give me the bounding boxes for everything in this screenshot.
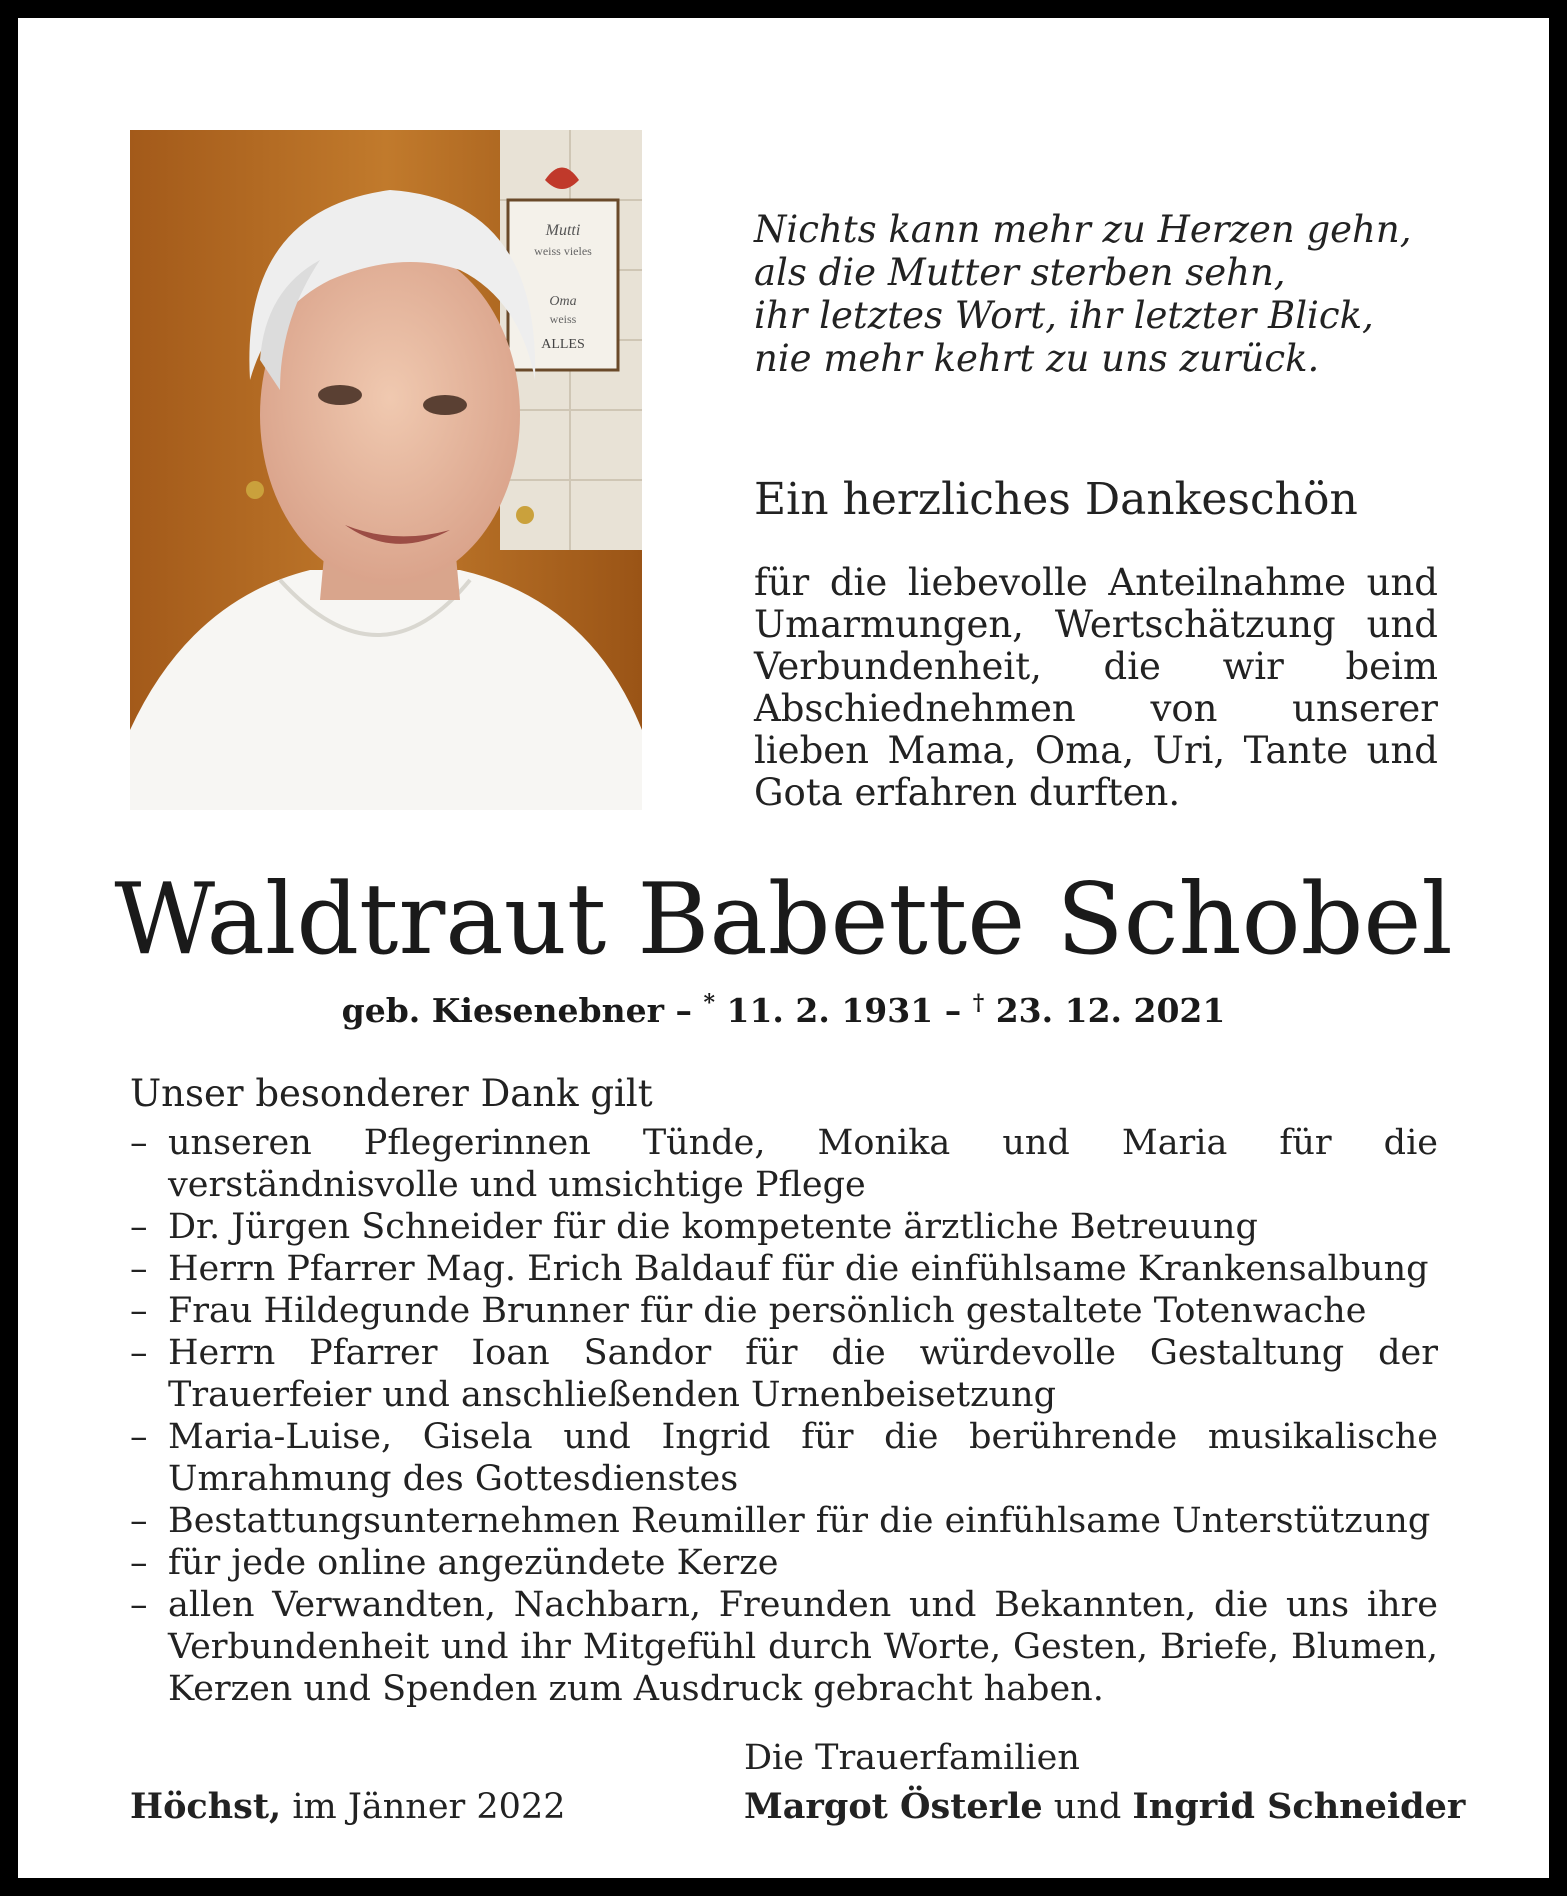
list-item bbox=[130, 1122, 1438, 1206]
portrait-photo bbox=[130, 130, 642, 810]
list-item-text: Bestattungsunternehmen Reumiller für die einfühlsame Unterstützung bbox=[168, 1501, 1431, 1541]
dash: – bbox=[130, 1501, 148, 1541]
gratitude-list bbox=[130, 1122, 1438, 1710]
place-date bbox=[130, 1786, 566, 1827]
sign-line-3: Oma bbox=[549, 294, 577, 309]
list-item bbox=[130, 1290, 1438, 1332]
sign-line-5: ALLES bbox=[541, 337, 585, 352]
dash: – bbox=[130, 1123, 148, 1163]
dash: – bbox=[130, 1585, 148, 1625]
family-name-2: Ingrid Schneider bbox=[1132, 1786, 1466, 1827]
list-item-text: Herrn Pfarrer Mag. Erich Baldauf für die einfühlsame Krankensalbung bbox=[168, 1249, 1429, 1289]
death-date: 23. 12. 2021 bbox=[995, 991, 1226, 1030]
poem bbox=[754, 208, 1411, 380]
birth-name: geb. Kiesenebner bbox=[341, 991, 664, 1030]
separator: – bbox=[675, 991, 692, 1030]
gratitude-intro: Unser besonderer Dank gilt bbox=[130, 1072, 653, 1115]
list-item-text: Dr. Jürgen Schneider für die kompetente ärztliche Betreuung bbox=[168, 1207, 1258, 1247]
sign-line-1: Mutti bbox=[545, 222, 581, 239]
list-item bbox=[130, 1500, 1438, 1542]
list-item-text: Maria-Luise, Gisela und Ingrid für die berührende musikalische Umrahmung des Gottesdienstes bbox=[168, 1417, 1438, 1499]
poem-line: Nichts kann mehr zu Herzen gehn, bbox=[754, 208, 1412, 251]
list-item-text: allen Verwandten, Nachbarn, Freunden und Bekannten, die uns ihre Verbundenheit und ihr Mitgefühl durch Worte, Gesten, Briefe, Blumen, Kerzen und Spenden zum Ausdruck gebracht haben. bbox=[168, 1585, 1438, 1709]
list-item-text: für jede online angezündete Kerze bbox=[168, 1543, 779, 1583]
thanks-heading: Ein herzliches Dankeschön bbox=[754, 474, 1358, 525]
birth-symbol: * bbox=[703, 990, 715, 1016]
place: Höchst, bbox=[130, 1786, 282, 1827]
date: im Jänner 2022 bbox=[281, 1787, 566, 1827]
list-item bbox=[130, 1206, 1438, 1248]
list-item bbox=[130, 1542, 1438, 1584]
deceased-name: Waldtraut Babette Schobel bbox=[114, 863, 1453, 977]
poem-line: als die Mutter sterben sehn, bbox=[754, 251, 1286, 294]
poem-line: ihr letztes Wort, ihr letzter Blick, bbox=[754, 294, 1374, 337]
sign-line-4: weiss bbox=[549, 312, 577, 326]
list-item-text: Herrn Pfarrer Ioan Sandor für die würdevolle Gestaltung der Trauerfeier und anschließenden Urnenbeisetzung bbox=[168, 1333, 1438, 1415]
sign-line-2: weiss vieles bbox=[534, 244, 592, 258]
family-names bbox=[744, 1786, 1465, 1827]
thanks-body: für die liebevolle Anteilnahme und Umarmungen, Wertschätzung und Verbundenheit, die wir beim Abschiednehmen von unserer lieben Mama, Oma, Uri, Tante und Gota erfahren durften. bbox=[754, 561, 1438, 814]
poem-line: nie mehr kehrt zu uns zurück. bbox=[754, 337, 1320, 380]
death-symbol: † bbox=[972, 990, 985, 1016]
list-item bbox=[130, 1416, 1438, 1500]
family-label: Die Trauerfamilien bbox=[744, 1738, 1080, 1778]
life-dates bbox=[0, 990, 1567, 1030]
list-item-text: unseren Pflegerinnen Tünde, Monika und Maria für die verständnisvolle und umsichtige Pflege bbox=[168, 1123, 1438, 1205]
family-name-1: Margot Österle bbox=[744, 1786, 1043, 1827]
dash: – bbox=[130, 1249, 148, 1289]
dash: – bbox=[130, 1417, 148, 1457]
dash: – bbox=[130, 1291, 148, 1331]
dash: – bbox=[130, 1333, 148, 1373]
birth-date: 11. 2. 1931 bbox=[726, 991, 934, 1030]
separator: – bbox=[944, 991, 962, 1030]
list-item bbox=[130, 1332, 1438, 1416]
family-joiner: und bbox=[1042, 1787, 1133, 1827]
list-item bbox=[130, 1584, 1438, 1710]
dash: – bbox=[130, 1207, 148, 1247]
dash: – bbox=[130, 1543, 148, 1583]
list-item bbox=[130, 1248, 1438, 1290]
list-item-text: Frau Hildegunde Brunner für die persönlich gestaltete Totenwache bbox=[168, 1291, 1367, 1331]
